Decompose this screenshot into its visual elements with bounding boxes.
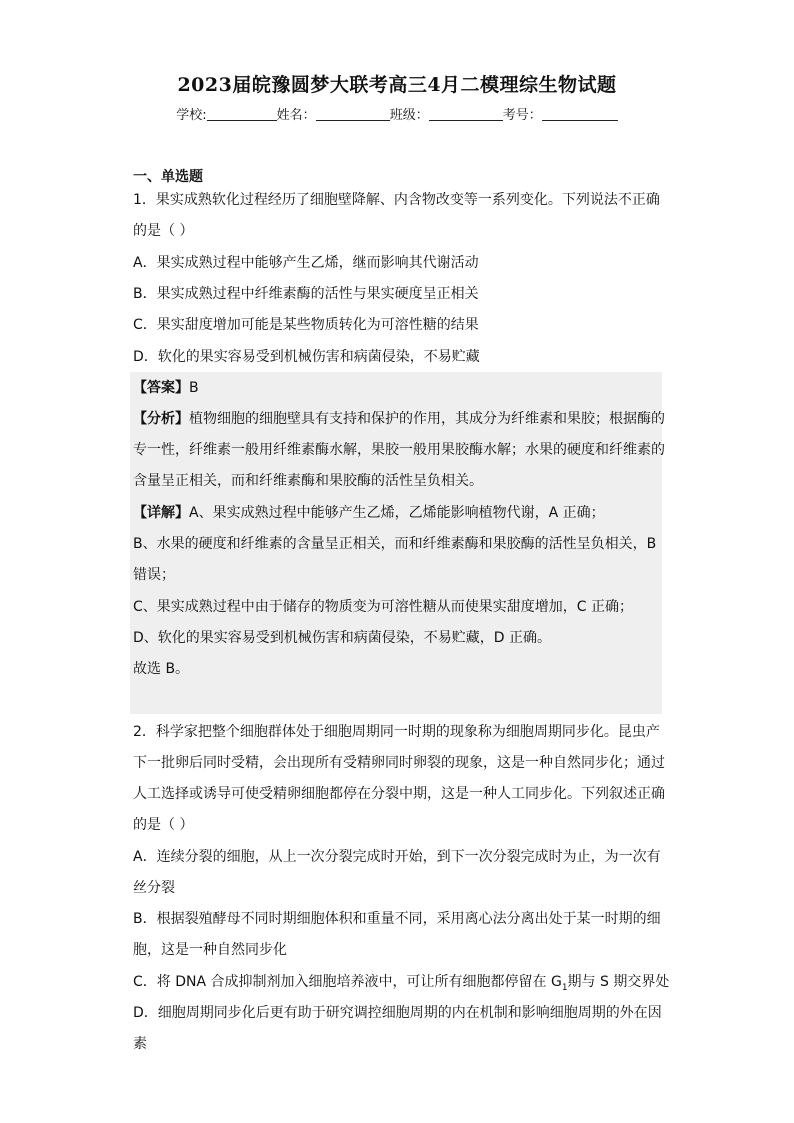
- q2-option-b: B．根据裂殖酵母不同时期细胞体积和重量不同，采用离心法分离出处于某一时期的细: [133, 911, 661, 927]
- q2-option-d-cont: 素: [133, 1036, 147, 1052]
- q1-conclusion: 故选 B。: [133, 661, 190, 677]
- q1-answer: [133, 378, 199, 398]
- q1-analysis: [133, 409, 665, 429]
- exam-title: 2023届皖豫圆梦大联考高三4月二模理综生物试题: [177, 74, 617, 96]
- q2-stem-line: 2．科学家把整个细胞群体处于细胞周期同一时期的现象称为细胞周期同步化。昆虫产: [133, 724, 660, 740]
- detail-label: 【详解】: [133, 505, 189, 521]
- q2-option-c-text: C．将 DNA 合成抑制剂加入细胞培养液中，可让所有细胞都停留在 G: [133, 974, 562, 990]
- class-label: 班级：: [389, 108, 429, 123]
- q1-detail-line: B、水果的硬度和纤维素的含量呈正相关，而和纤维素酶和果胶酶的活性呈负相关，B: [133, 536, 657, 552]
- q2-option-a: A．连续分裂的细胞，从上一次分裂完成时开始，到下一次分裂完成时为止，为一次有: [133, 849, 661, 865]
- answer-label: 【答案】: [133, 380, 189, 396]
- q1-detail-line: 错误；: [133, 567, 175, 583]
- q2-option-d: D．细胞周期同步化后更有助于研究调控细胞周期的内在机制和影响细胞周期的外在因: [133, 1005, 662, 1021]
- q1-stem-line: 的是（ ）: [133, 223, 194, 239]
- school-blank[interactable]: [207, 106, 277, 121]
- q2-option-c: [133, 972, 669, 998]
- q1-option-c: C．果实甜度增加可能是某些物质转化为可溶性糖的结果: [133, 317, 479, 333]
- answer-value: B: [189, 380, 199, 396]
- q1-stem-line: 1．果实成熟软化过程经历了细胞壁降解、内含物改变等一系列变化。下列说法不正确: [133, 192, 660, 208]
- q2-stem-line: 的是（ ）: [133, 817, 194, 833]
- q2-stem-line: 下一批卵后同时受精，会出现所有受精卵同时卵裂的现象，这是一种自然同步化；通过: [133, 755, 665, 771]
- q2-stem-line: 人工选择或诱导可使受精卵细胞都停在分裂中期，这是一种人工同步化。下列叙述正确: [133, 786, 665, 802]
- q1-option-b: B．果实成熟过程中纤维素酶的活性与果实硬度呈正相关: [133, 286, 479, 302]
- q1-analysis-line: 专一性，纤维素一般用纤维素酶水解，果胶一般用果胶酶水解；水果的硬度和纤维素的: [133, 442, 665, 458]
- q2-option-a-cont: 丝分裂: [133, 880, 175, 896]
- section-title: 一、单选题: [133, 169, 203, 185]
- q2-option-c-text-end: 期与 S 期交界处: [567, 974, 670, 990]
- q1-detail-line: D、软化的果实容易受到机械伤害和病菌侵染，不易贮藏，D 正确。: [133, 630, 552, 646]
- school-label: 学校:: [176, 108, 207, 123]
- exam-no-label: 考号：: [502, 108, 542, 123]
- exam-no-blank[interactable]: [542, 106, 618, 121]
- detail-text: A、果实成熟过程中能够产生乙烯，乙烯能影响植物代谢，A 正确；: [189, 505, 605, 521]
- student-info-line: [0, 104, 794, 123]
- g1-subscript: 1: [561, 982, 568, 993]
- q1-option-a: A．果实成熟过程中能够产生乙烯，继而影响其代谢活动: [133, 255, 479, 271]
- q1-option-d: D．软化的果实容易受到机械伤害和病菌侵染，不易贮藏: [133, 349, 480, 365]
- q1-analysis-line: 含量呈正相关，而和纤维素酶和果胶酶的活性呈负相关。: [133, 473, 483, 489]
- q2-option-b-cont: 胞，这是一种自然同步化: [133, 942, 287, 958]
- q1-detail: [133, 503, 605, 523]
- analysis-label: 【分析】: [133, 411, 189, 427]
- q1-detail-line: C、果实成熟过程中由于储存的物质变为可溶性糖从而使果实甜度增加，C 正确；: [133, 599, 633, 615]
- name-blank[interactable]: [316, 106, 390, 121]
- name-label: 姓名：: [276, 108, 316, 123]
- class-blank[interactable]: [429, 106, 503, 121]
- analysis-text: 植物细胞的细胞壁具有支持和保护的作用，其成分为纤维素和果胶；根据酶的: [189, 411, 665, 427]
